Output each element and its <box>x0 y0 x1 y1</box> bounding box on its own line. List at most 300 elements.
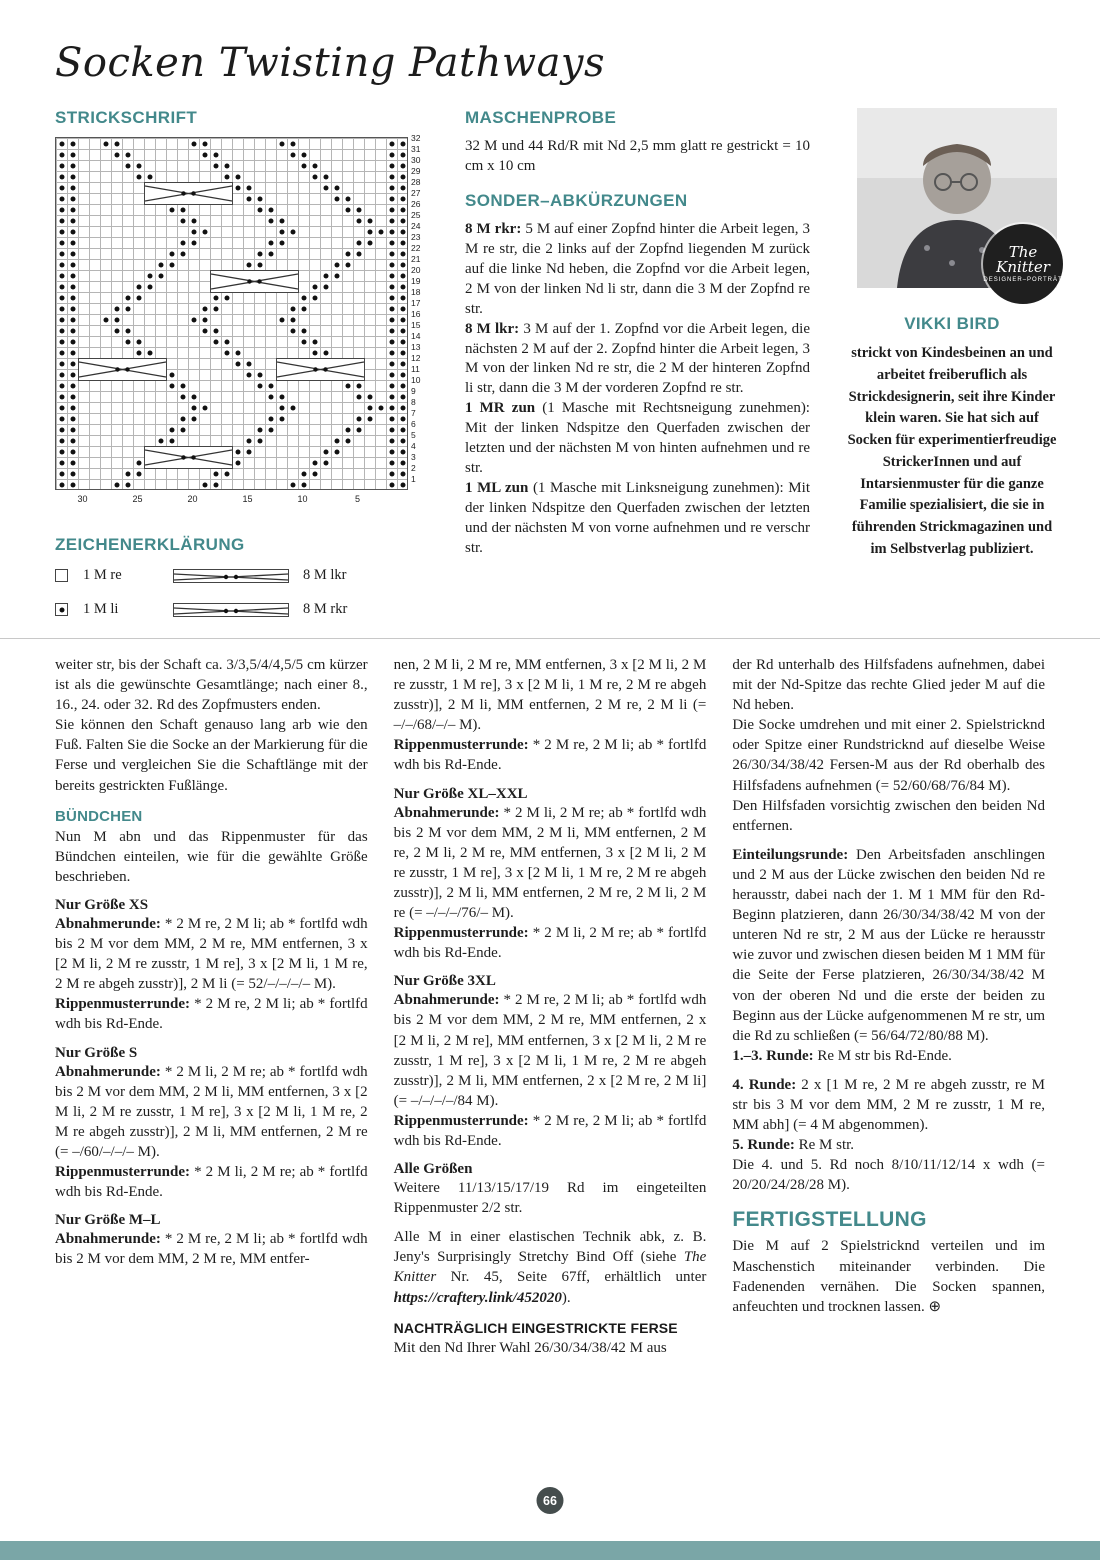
purl-dot <box>291 142 296 147</box>
purl-dot <box>71 197 76 202</box>
purl-dot <box>390 307 395 312</box>
purl-dot <box>269 428 274 433</box>
purl-dot <box>335 263 340 268</box>
article-paragraph: nen, 2 M li, 2 M re, MM entfernen, 3 x [2 M li, 2 M re zusstr, 1 M re], 3 x [2 M li, 1 M re, 2 M re abgeh zusstr)], 2 M li, MM entfernen, 2 M re, 2 M li (= –/–/68/–/– M). <box>393 657 707 734</box>
purl-dot <box>71 274 76 279</box>
purl-dot <box>390 263 395 268</box>
purl-dot <box>214 296 219 301</box>
run-in-label: Rippenmusterrunde: <box>55 1163 195 1180</box>
purl-dot <box>148 285 153 290</box>
legend-cable-symbol <box>173 603 289 617</box>
purl-dot <box>258 252 263 257</box>
article-column-3 <box>732 655 1045 1358</box>
purl-dot <box>390 395 395 400</box>
designer-photo <box>857 108 1063 288</box>
purl-dot <box>357 219 362 224</box>
purl-dot <box>390 186 395 191</box>
cable-symbol-lkr <box>144 446 233 469</box>
purl-dot <box>60 252 65 257</box>
purl-dot <box>137 472 142 477</box>
purl-dot <box>137 175 142 180</box>
purl-dot <box>390 230 395 235</box>
purl-dot <box>60 230 65 235</box>
purl-dot <box>390 439 395 444</box>
col-number-label: 10 <box>297 494 308 504</box>
purl-dot <box>71 175 76 180</box>
purl-dot <box>401 164 406 169</box>
purl-dot <box>192 241 197 246</box>
purl-dot <box>313 285 318 290</box>
chart-row-numbers <box>411 133 420 485</box>
purl-dot <box>71 340 76 345</box>
purl-dot <box>302 153 307 158</box>
purl-dot <box>236 351 241 356</box>
purl-dot <box>390 329 395 334</box>
purl-dot <box>390 340 395 345</box>
purl-dot <box>60 439 65 444</box>
purl-dot <box>71 263 76 268</box>
gauge-heading: MASCHENPROBE <box>465 108 617 127</box>
purl-dot <box>170 439 175 444</box>
purl-dot <box>225 340 230 345</box>
article-paragraph: weiter str, bis der Schaft ca. 3/3,5/4/4,5/5 cm kürzer ist als die gewünschte Gesamtlänge; nach einer 8., 16., 24. oder 32. Rd des Zopfmusters enden. <box>55 657 368 714</box>
article-paragraph: Weitere 11/13/15/17/19 Rd im eingeteilten Rippenmuster 2/2 str. <box>393 1180 707 1217</box>
row-number-label: 1 <box>411 474 416 484</box>
run-in-label: Abnahmerunde: <box>393 992 504 1009</box>
purl-dot <box>225 472 230 477</box>
purl-dot <box>159 274 164 279</box>
purl-dot <box>324 351 329 356</box>
row-number-label: 13 <box>411 342 421 352</box>
purl-dot <box>313 296 318 301</box>
purl-dot <box>203 406 208 411</box>
article-paragraph: Abnahmerunde: * 2 M li, 2 M re; ab * fortlfd wdh bis 2 M vor dem MM, 2 M li, MM entfernen, 2 M re, 2 M li, 2 M re, MM entfernen, 3 x [2 M li, 2 M re zusstr, 1 M re], 3 x [2 M li, 1 M re, 2 M re abgeh zusstr)], 2 M li, MM entfernen, 2 M re, 2 M li, 2 M re (= –/–/–/76/– M). <box>393 804 707 922</box>
purl-dot <box>390 362 395 367</box>
strickschrift-section <box>55 108 427 618</box>
purl-dot <box>291 318 296 323</box>
purl-dot <box>71 395 76 400</box>
purl-dot <box>137 340 142 345</box>
purl-dot <box>368 406 373 411</box>
purl-dot <box>203 318 208 323</box>
row-number-label: 25 <box>411 210 421 220</box>
article-paragraph: Die Socke umdrehen und mit einer 2. Spielstricknd oder Spitze einer Rundstricknd auf dieselbe Weise 26/30/34/38/42 Fersen-M aus der Rd oberhalb des Hilfsfadens aufnehmen (= 52/60/68/76/84 M). <box>732 717 1046 794</box>
purl-dot <box>291 483 296 488</box>
purl-dot <box>71 428 76 433</box>
purl-dot <box>170 384 175 389</box>
size-subheading: Nur Größe XS <box>55 896 149 913</box>
purl-dot <box>346 263 351 268</box>
purl-dot <box>401 351 406 356</box>
purl-dot <box>357 252 362 257</box>
purl-dot <box>137 461 142 466</box>
purl-dot <box>368 219 373 224</box>
strickschrift-heading: STRICKSCHRIFT <box>55 108 198 127</box>
abbreviation-term: 1 ML zun <box>465 480 533 497</box>
purl-dot <box>401 329 406 334</box>
designer-badge <box>983 224 1063 304</box>
abbreviation-term: 1 MR zun <box>465 400 543 417</box>
size-subheading: Nur Größe 3XL <box>393 973 496 990</box>
purl-dot <box>302 483 307 488</box>
purl-dot <box>335 197 340 202</box>
purl-dot <box>357 241 362 246</box>
cable-symbol-rkr <box>276 358 365 381</box>
purl-dot <box>346 428 351 433</box>
article-column-2 <box>394 655 707 1358</box>
purl-dot <box>357 395 362 400</box>
footer-bar <box>0 1541 1100 1560</box>
purl-dot <box>236 175 241 180</box>
purl-dot <box>390 428 395 433</box>
purl-dot <box>401 230 406 235</box>
purl-dot <box>291 406 296 411</box>
article-paragraph: Alle M in einer elastischen Technik abk, z. B. Jeny's Surprisingly Stretchy Bind Off (siehe The Knitter Nr. 45, Seite 67ff, erhältlich unter https://craftery.link/452020). <box>393 1229 707 1306</box>
purl-dot <box>71 329 76 334</box>
purl-dot <box>335 274 340 279</box>
purl-dot <box>181 241 186 246</box>
size-subheading: Nur Größe S <box>55 1044 138 1061</box>
purl-dot <box>401 483 406 488</box>
page-title: Socken Twisting Pathways <box>55 40 606 86</box>
run-in-label: 5. Runde: <box>732 1137 799 1154</box>
purl-dot <box>60 219 65 224</box>
purl-dot <box>247 362 252 367</box>
purl-dot <box>302 307 307 312</box>
purl-dot <box>401 362 406 367</box>
purl-dot <box>60 351 65 356</box>
purl-dot <box>258 373 263 378</box>
purl-dot <box>269 219 274 224</box>
purl-dot <box>214 307 219 312</box>
purl-dot <box>357 384 362 389</box>
article-paragraph: Rippenmusterrunde: * 2 M re, 2 M li; ab * fortlfd wdh bis Rd-Ende. <box>393 737 707 774</box>
purl-dot <box>390 373 395 378</box>
purl-dot <box>60 208 65 213</box>
craftery-link[interactable]: https://craftery.link/452020 <box>393 1289 562 1306</box>
purl-dot <box>192 219 197 224</box>
purl-dot <box>159 439 164 444</box>
purl-dot <box>104 318 109 323</box>
purl-dot <box>313 175 318 180</box>
article-paragraph: Nun M abn und das Rippenmuster für das Bündchen einteilen, wie für die gewählte Größe beschrieben. <box>55 828 368 885</box>
purl-dot <box>148 351 153 356</box>
chart-col-numbers <box>55 494 408 508</box>
purl-dot <box>192 142 197 147</box>
purl-dot <box>60 175 65 180</box>
abbreviation-item: 8 M lkr: 3 M auf der 1. Zopfnd vor die Arbeit legen, die nächsten 2 M auf der 2. Zopfnd hinter die Arbeit legen, 3 M von der linken Nd re str, die 2 M der hinteren Zopfnd li str, dann die 3 M der vorderen Zopfnd re str. <box>465 320 810 397</box>
purl-dot <box>137 285 142 290</box>
purl-dot <box>247 450 252 455</box>
run-in-label: Rippenmusterrunde: <box>55 996 195 1013</box>
section-heading: BÜNDCHEN <box>55 807 143 825</box>
purl-dot <box>203 483 208 488</box>
purl-dot <box>280 142 285 147</box>
purl-dot <box>236 362 241 367</box>
purl-dot <box>302 296 307 301</box>
purl-dot <box>71 384 76 389</box>
purl-dot <box>313 461 318 466</box>
purl-dot <box>401 340 406 345</box>
purl-dot <box>71 208 76 213</box>
legend-purl-symbol <box>55 603 68 616</box>
purl-dot <box>203 307 208 312</box>
purl-dot <box>170 428 175 433</box>
purl-dot <box>291 307 296 312</box>
run-in-label: 1.–3. Runde: <box>732 1047 818 1064</box>
badge-subtitle: DESIGNER–PORTRÄT <box>983 277 1063 283</box>
purl-dot <box>401 428 406 433</box>
purl-dot <box>291 153 296 158</box>
run-in-label: Abnahmerunde: <box>393 804 504 821</box>
article-paragraph: Rippenmusterrunde: * 2 M li, 2 M re; ab * fortlfd wdh bis Rd-Ende. <box>393 925 707 962</box>
article-paragraph: Sie können den Schaft genauso lang arb wie den Fuß. Falten Sie die Socke an der Markierung für die Ferse und vergleichen Sie die Schaftlänge mit der bereits gestrickten Fußlänge. <box>55 717 368 794</box>
purl-dot <box>60 483 65 488</box>
abbreviations-column <box>465 108 810 559</box>
purl-dot <box>203 142 208 147</box>
purl-dot <box>401 219 406 224</box>
purl-dot <box>291 329 296 334</box>
purl-dot <box>170 373 175 378</box>
run-in-label: Rippenmusterrunde: <box>393 737 533 754</box>
article-paragraph: 5. Runde: Re M str. <box>732 1137 855 1154</box>
article-paragraph: Den Hilfsfaden vorsichtig zwischen den beiden Nd entfernen. <box>732 797 1046 834</box>
purl-dot <box>302 340 307 345</box>
purl-dot <box>71 472 76 477</box>
purl-dot <box>71 252 76 257</box>
abbreviation-item: 8 M rkr: 5 M auf einer Zopfnd hinter die Arbeit legen, 3 M re str, die 2 links auf der Zopfnd liegenden M zurück auf die linke Nd heben, die Zopfnd vor die Arbeit legen, 2 M von der linken Nd li str, dann die 3 M der Zopfnd re str. <box>465 220 811 317</box>
purl-dot <box>225 164 230 169</box>
designer-card <box>847 108 1063 561</box>
purl-dot <box>302 164 307 169</box>
purl-dot <box>390 164 395 169</box>
purl-dot <box>269 395 274 400</box>
purl-dot <box>401 241 406 246</box>
purl-dot <box>60 384 65 389</box>
purl-dot <box>280 406 285 411</box>
purl-dot <box>181 252 186 257</box>
knitting-chart <box>55 137 408 490</box>
gauge-text: 32 M und 44 Rd/R mit Nd 2,5 mm glatt re gestrickt = 10 cm x 10 cm <box>465 138 810 174</box>
run-in-label: Rippenmusterrunde: <box>393 1112 533 1129</box>
badge-brand: The Knitter <box>996 243 1050 276</box>
purl-dot <box>368 230 373 235</box>
purl-dot <box>60 373 65 378</box>
purl-dot <box>60 395 65 400</box>
purl-dot <box>302 329 307 334</box>
purl-dot <box>401 439 406 444</box>
purl-dot <box>181 384 186 389</box>
purl-dot <box>60 307 65 312</box>
purl-dot <box>401 472 406 477</box>
col-number-label: 5 <box>354 494 361 504</box>
purl-dot <box>170 208 175 213</box>
purl-dot <box>60 263 65 268</box>
purl-dot <box>401 153 406 158</box>
purl-dot <box>401 384 406 389</box>
purl-dot <box>60 461 65 466</box>
col-number-label: 20 <box>187 494 198 504</box>
purl-dot <box>346 197 351 202</box>
purl-dot <box>126 164 131 169</box>
purl-dot <box>126 296 131 301</box>
purl-dot <box>214 472 219 477</box>
row-number-label: 10 <box>411 375 421 385</box>
purl-dot <box>214 340 219 345</box>
row-number-label: 21 <box>411 254 421 264</box>
purl-dot <box>324 274 329 279</box>
purl-dot <box>401 252 406 257</box>
article-paragraph: der Rd unterhalb des Hilfsfadens aufnehmen, dabei mit der Nd-Spitze das rechte Glied jeder M auf die Nd heben. <box>732 657 1046 714</box>
purl-dot <box>390 406 395 411</box>
legend-heading: ZEICHENERKLÄRUNG <box>55 535 245 554</box>
row-number-label: 15 <box>411 320 421 330</box>
purl-dot <box>335 439 340 444</box>
purl-dot <box>346 252 351 257</box>
row-number-label: 16 <box>411 309 421 319</box>
purl-dot <box>71 230 76 235</box>
article-paragraph: Die M auf 2 Spielstricknd verteilen und im Maschenstich miteinander verbinden. Die Fadenenden vernähen. Die Socken spannen, anfeuchten und trocknen lassen. ⊕ <box>732 1238 1046 1315</box>
purl-dot <box>71 307 76 312</box>
purl-dot <box>280 395 285 400</box>
purl-dot <box>137 351 142 356</box>
purl-dot <box>390 175 395 180</box>
purl-dot <box>71 241 76 246</box>
purl-dot <box>115 307 120 312</box>
purl-dot <box>181 208 186 213</box>
purl-dot <box>181 428 186 433</box>
purl-dot <box>214 164 219 169</box>
purl-dot <box>324 285 329 290</box>
purl-dot <box>390 296 395 301</box>
purl-dot <box>71 351 76 356</box>
article-paragraph: Rippenmusterrunde: * 2 M re, 2 M li; ab * fortlfd wdh bis Rd-Ende. <box>393 1112 707 1149</box>
purl-dot <box>60 318 65 323</box>
row-number-label: 9 <box>411 386 416 396</box>
row-number-label: 6 <box>411 419 416 429</box>
purl-dot <box>313 351 318 356</box>
legend-label: 1 M re <box>83 567 122 583</box>
purl-dot <box>148 175 153 180</box>
purl-dot <box>346 384 351 389</box>
purl-dot <box>71 318 76 323</box>
abbreviations-heading: SONDER–ABKÜRZUNGEN <box>465 190 688 210</box>
purl-dot <box>60 241 65 246</box>
article-paragraph: Abnahmerunde: * 2 M re, 2 M li; ab * fortlfd wdh bis 2 M vor dem MM, 2 M re, MM entfernen, 2 x [2 M li, 2 M re], MM entfernen, 3 x [2 M li, 2 M re zusstr, 1 M re], 3 x [2 M li, 1 M re, 2 M re abgeh zusstr)], 2 M li, MM entfernen, 2 x [2 M re, 2 M li] (= –/–/–/–/84 M). <box>393 992 707 1109</box>
purl-dot <box>247 197 252 202</box>
purl-dot <box>258 384 263 389</box>
purl-dot <box>357 417 362 422</box>
purl-dot <box>401 373 406 378</box>
purl-dot <box>115 329 120 334</box>
purl-dot <box>401 461 406 466</box>
purl-dot <box>313 164 318 169</box>
purl-dot <box>401 318 406 323</box>
purl-dot <box>126 483 131 488</box>
purl-dot <box>258 197 263 202</box>
purl-dot <box>302 472 307 477</box>
purl-dot <box>104 142 109 147</box>
purl-dot <box>401 450 406 455</box>
article-paragraph: 4. Runde: 2 x [1 M re, 2 M re abgeh zusstr, re M str bis 3 M vor dem MM, 2 M re zusstr, 1 M re, MM abh] (= 4 M abgenommen). <box>732 1076 1046 1134</box>
purl-dot <box>115 483 120 488</box>
purl-dot <box>269 417 274 422</box>
purl-dot <box>280 219 285 224</box>
purl-dot <box>71 373 76 378</box>
purl-dot <box>192 395 197 400</box>
purl-dot <box>280 417 285 422</box>
purl-dot <box>60 296 65 301</box>
row-number-label: 14 <box>411 331 421 341</box>
run-in-label: Abnahmerunde: <box>55 1063 165 1080</box>
abbreviation-item: 1 ML zun (1 Masche mit Linksneigung zunehmen): Mit der linken Ndspitze den Querfaden zwischen der letzten und der nächsten M von vorne aufnehmen und re verschr str. <box>465 480 810 556</box>
purl-dot <box>60 197 65 202</box>
purl-dot <box>247 373 252 378</box>
purl-dot <box>126 329 131 334</box>
purl-dot <box>368 241 373 246</box>
row-number-label: 8 <box>411 397 416 407</box>
abbreviation-term: 8 M rkr: <box>465 220 526 237</box>
purl-dot <box>258 439 263 444</box>
purl-dot <box>390 450 395 455</box>
purl-dot <box>324 450 329 455</box>
purl-dot <box>269 384 274 389</box>
purl-dot <box>71 461 76 466</box>
purl-dot <box>236 186 241 191</box>
row-number-label: 26 <box>411 199 421 209</box>
legend-cable-symbol <box>173 569 289 583</box>
legend-label: 1 M li <box>83 601 119 617</box>
purl-dot <box>225 175 230 180</box>
purl-dot <box>401 274 406 279</box>
purl-dot <box>379 230 384 235</box>
purl-dot <box>214 153 219 158</box>
purl-dot <box>390 318 395 323</box>
purl-dot <box>71 483 76 488</box>
purl-dot <box>71 362 76 367</box>
purl-dot <box>401 263 406 268</box>
row-number-label: 23 <box>411 232 421 242</box>
purl-dot <box>390 384 395 389</box>
purl-dot <box>313 472 318 477</box>
section-heading-black: NACHTRÄGLICH EINGESTRICKTE FERSE <box>393 1319 678 1336</box>
purl-dot <box>60 450 65 455</box>
row-number-label: 27 <box>411 188 421 198</box>
magazine-name: The Knitter <box>393 1249 707 1286</box>
purl-dot <box>258 208 263 213</box>
article-paragraph: Rippenmusterrunde: * 2 M li, 2 M re; ab * fortlfd wdh bis Rd-Ende. <box>55 1163 368 1201</box>
purl-dot <box>60 164 65 169</box>
purl-dot <box>401 197 406 202</box>
row-number-label: 7 <box>411 408 416 418</box>
size-subheading: Nur Größe XL–XXL <box>393 785 528 802</box>
purl-dot <box>181 395 186 400</box>
purl-dot <box>170 252 175 257</box>
purl-dot <box>247 186 252 191</box>
purl-dot <box>126 307 131 312</box>
major-section-heading: FERTIGSTELLUNG <box>732 1208 927 1232</box>
purl-dot <box>390 208 395 213</box>
purl-dot <box>71 406 76 411</box>
article-paragraph: Die 4. und 5. Rd noch 8/10/11/12/14 x wdh (= 20/20/24/28/28 M). <box>732 1157 1046 1194</box>
purl-dot <box>214 329 219 334</box>
purl-dot <box>390 142 395 147</box>
purl-dot <box>346 208 351 213</box>
purl-dot <box>71 417 76 422</box>
purl-dot <box>192 417 197 422</box>
purl-dot <box>247 263 252 268</box>
purl-dot <box>258 428 263 433</box>
